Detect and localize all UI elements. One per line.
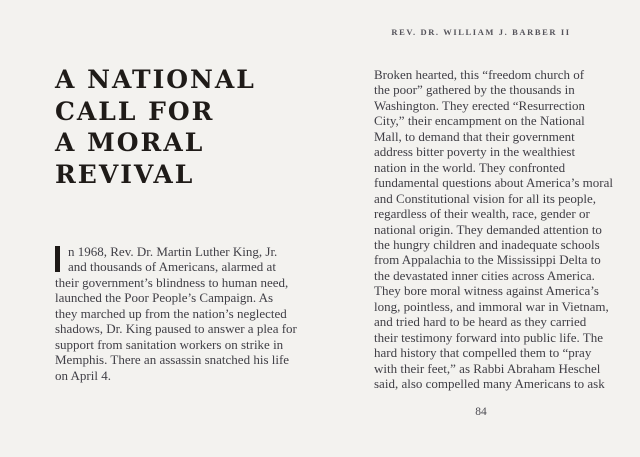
right-body-paragraph [374, 67, 613, 392]
text-line: they marched up from the nation’s neglected [55, 305, 287, 321]
text-line: the poor” gathered by the thousands in [374, 82, 575, 98]
text-line: REVIVAL [55, 159, 195, 189]
running-head: REV. DR. WILLIAM J. BARBER II [391, 27, 571, 37]
text-line: and tried hard to be heard as they carried [374, 314, 587, 330]
text-line: the devastated inner cities across America. [374, 267, 595, 283]
text-line: Memphis. There an assassin snatched his life [55, 352, 290, 368]
text-line: Mall, to demand that their government [374, 128, 575, 144]
text-line: Broken hearted, this “freedom church of [374, 67, 585, 82]
text-line: the hungry children and inadequate schools [374, 236, 600, 252]
text-line: long, pointless, and immoral war in Vietnam, [374, 298, 609, 314]
text-line: and thousands of Americans, alarmed at [68, 259, 276, 275]
text-line: A NATIONAL [55, 65, 256, 94]
text-line: hard history that compelled them to “pray [374, 345, 592, 361]
text-line: City,” their encampment on the National [374, 113, 585, 129]
text-line: n 1968, Rev. Dr. Martin Luther King, Jr. [68, 244, 278, 259]
left-body-paragraph [55, 244, 297, 383]
text-line: Washington. They erected “Resurrection [374, 97, 585, 113]
text-line: their government’s blindness to human need, [55, 274, 289, 290]
chapter-title [55, 64, 256, 190]
drop-cap [55, 246, 60, 272]
text-line: support from sanitation workers on strike in [55, 336, 284, 352]
page-number: 84 [475, 406, 487, 418]
text-line: nation in the world. They confronted [374, 159, 566, 175]
text-line: address bitter poverty in the wealthiest [374, 144, 576, 160]
text-line: national origin. They demanded attention to [374, 221, 602, 237]
text-line: regardless of their wealth, race, gender or [374, 206, 590, 222]
text-line: and Constitutional vision for all its people, [374, 190, 597, 206]
text-line: from Appalachia to the Mississippi Delta to [374, 252, 601, 268]
text-line: launched the Poor People’s Campaign. As [55, 290, 274, 306]
text-line: CALL FOR [55, 96, 215, 126]
text-line: fundamental questions about America’s moral [374, 175, 613, 191]
text-line: with their feet,” as Rabbi Abraham Heschel [374, 360, 601, 376]
text-line: shadows, Dr. King paused to answer a plea for [55, 321, 297, 337]
text-line: said, also compelled many Americans to ask [374, 376, 605, 392]
text-line: their testimony forward into public life. The [374, 329, 604, 345]
text-line: A MORAL [55, 128, 205, 157]
left-paragraph-lines [55, 244, 297, 383]
text-line: They bore moral witness against America’s [374, 283, 599, 299]
text-line: on April 4. [55, 367, 111, 383]
